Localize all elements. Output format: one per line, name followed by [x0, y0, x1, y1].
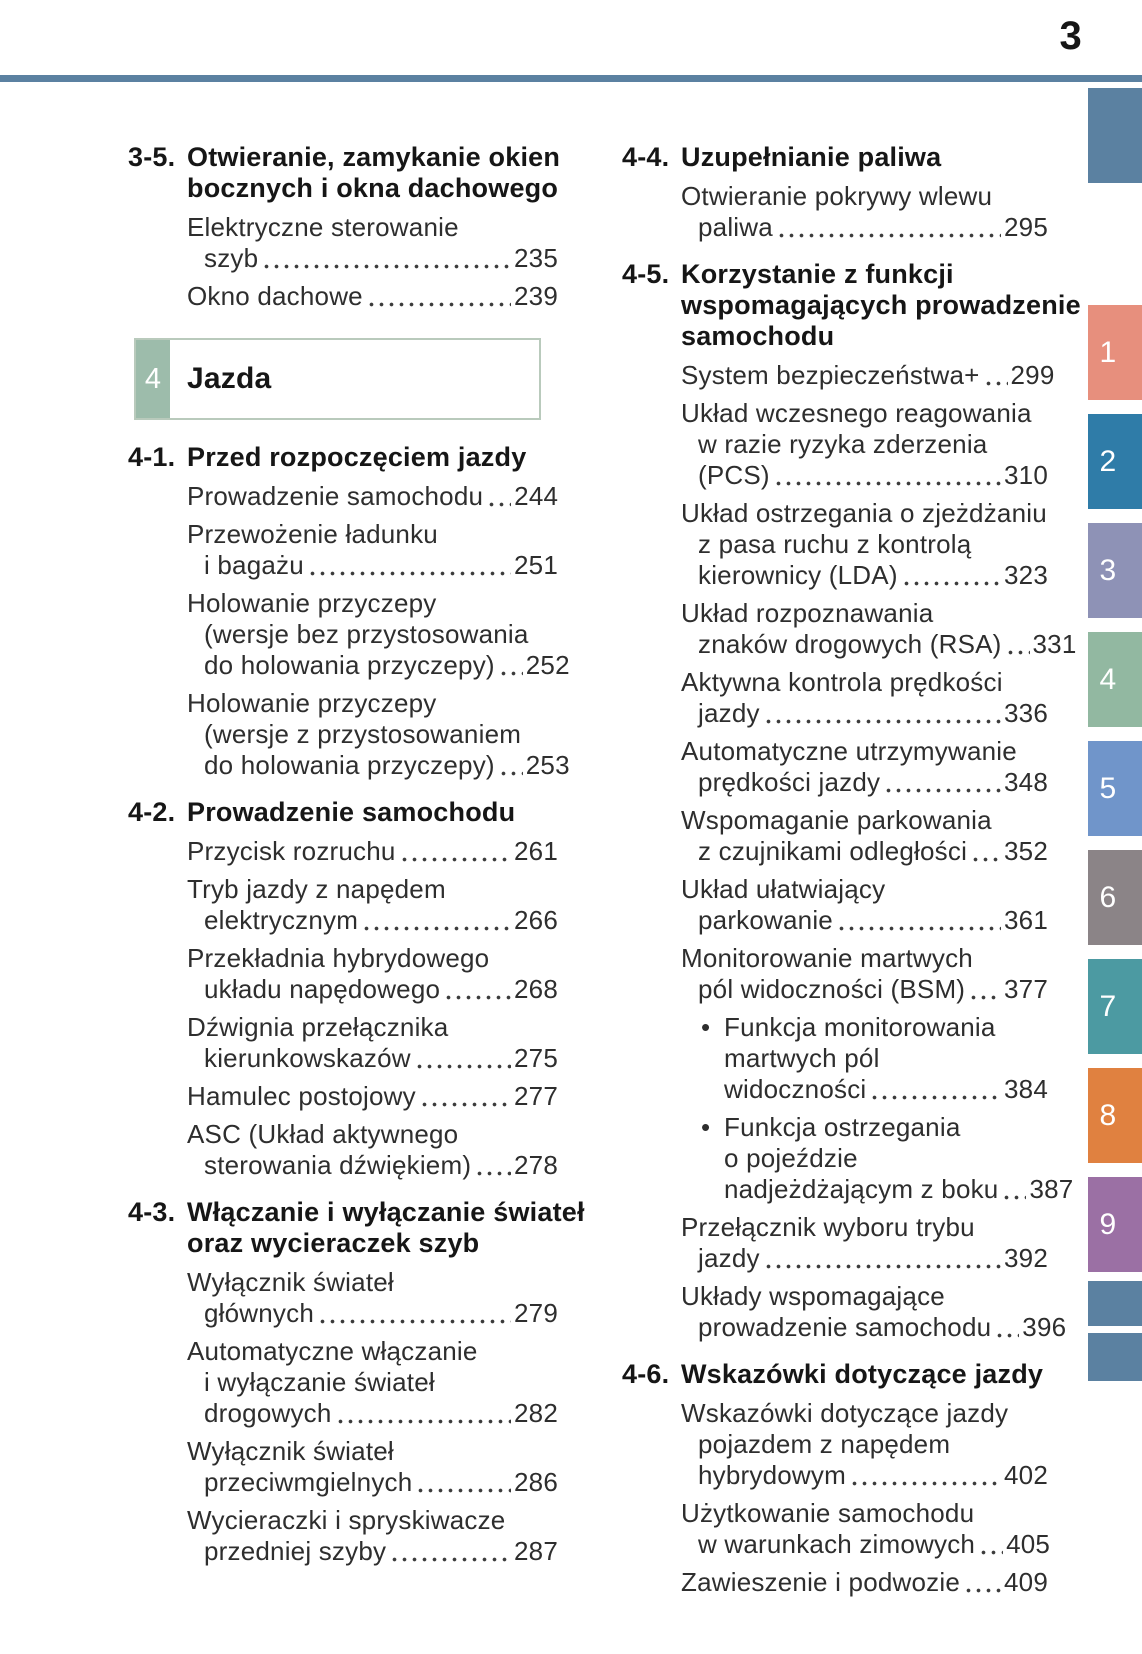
toc-entry-pageline [681, 560, 1048, 591]
toc-entry[interactable] [187, 281, 558, 312]
toc-entry-line: Otwieranie pokrywy wlewu [681, 181, 993, 211]
page-number: 3 [1059, 14, 1082, 58]
toc-entry-line: z pasa ruchu z kontrolą [698, 529, 972, 559]
toc-column-right [622, 142, 1081, 1605]
section-number: 4-1. [128, 442, 176, 472]
toc-entry[interactable] [681, 1012, 1048, 1105]
leader-dots [320, 1319, 511, 1324]
toc-entry[interactable] [187, 519, 558, 581]
section-title-line: Korzystanie z funkcji [681, 259, 954, 289]
toc-entry-page: 361 [1004, 905, 1048, 935]
toc-entry-text: i bagażu [204, 550, 304, 580]
toc-entry-pageline [187, 1467, 558, 1498]
toc-entry-page: 323 [1004, 560, 1048, 590]
leader-dots [779, 233, 1001, 238]
toc-entry-line: Układ ułatwiający [681, 874, 886, 904]
toc-entry[interactable] [681, 1498, 1051, 1560]
toc-entry-pageline [681, 1074, 1048, 1105]
toc-entry-text: hybrydowym [698, 1460, 846, 1490]
toc-entry-line: Wyłącznik świateł [187, 1267, 394, 1297]
leader-dots [997, 1333, 1019, 1338]
section-heading [128, 142, 561, 204]
toc-entry-line: Przełącznik wyboru trybu [681, 1212, 975, 1242]
toc-column-left [128, 142, 585, 1574]
bullet-icon: • [701, 1012, 711, 1042]
toc-entry-line: Układ rozpoznawania [681, 598, 934, 628]
toc-entry-line: Przewożenie ładunku [187, 519, 438, 549]
toc-entry-page: 282 [514, 1398, 558, 1428]
chapter-banner-title: Jazda [187, 362, 272, 395]
toc-entry-text: pól widoczności (BSM) [698, 974, 966, 1004]
section-number: 4-5. [622, 259, 670, 289]
toc-entry[interactable] [187, 1267, 558, 1329]
section-number: 4-6. [622, 1359, 670, 1389]
leader-dots [872, 1095, 1001, 1100]
toc-entry-page: 295 [1004, 212, 1048, 242]
bullet-icon: • [701, 1112, 711, 1142]
toc-entry-text: Przycisk rozruchu [187, 836, 396, 866]
section-number: 3-5. [128, 142, 176, 172]
toc-entry-page: 396 [1022, 1312, 1067, 1342]
leader-dots [402, 857, 511, 862]
toc-entry-line: Wspomaganie parkowania [681, 805, 992, 835]
toc-entry-pageline [187, 1398, 558, 1429]
toc-entry-page: 239 [514, 281, 558, 311]
leader-dots [1004, 1195, 1026, 1200]
leader-dots [776, 481, 1001, 486]
section-title [187, 442, 526, 473]
toc-entry-page: 336 [1004, 698, 1048, 728]
section-title-line: Prowadzenie samochodu [187, 797, 516, 827]
toc-entry-text: sterowania dźwiękiem) [204, 1150, 472, 1180]
toc-entry-text: w warunkach zimowych [698, 1529, 976, 1559]
toc-entry-line: i wyłączanie świateł [204, 1367, 435, 1397]
toc-entry-pageline [187, 1536, 558, 1567]
toc-entry[interactable] [681, 1212, 1048, 1274]
section-number: 4-4. [622, 142, 670, 172]
leader-dots [418, 1488, 511, 1493]
toc-entry-text: drogowych [204, 1398, 332, 1428]
toc-entry-page: 310 [1004, 460, 1048, 490]
chapter-tab[interactable] [1088, 88, 1142, 183]
section-title-line: wspomagających prowadzenie [681, 290, 1081, 320]
chapter-tab-8[interactable] [1088, 1068, 1142, 1163]
toc-entry-page: 387 [1029, 1174, 1074, 1204]
toc-entry-line: Układ ostrzegania o zjeżdżaniu [681, 498, 1047, 528]
toc-entry-text: znaków drogowych (RSA) [698, 629, 1002, 659]
toc-entry[interactable] [187, 874, 558, 936]
toc-entry-pageline [187, 650, 570, 681]
toc-entry-line: Wskazówki dotyczące jazdy [681, 1398, 1009, 1428]
chapter-tab[interactable] [1088, 1281, 1142, 1326]
toc-entry-line: Automatyczne włączanie [187, 1336, 478, 1366]
section-title-line: Przed rozpoczęciem jazdy [187, 442, 527, 472]
toc-entry-pageline [187, 750, 570, 781]
chapter-banner-number: 4 [136, 340, 170, 418]
toc-entry-line: Tryb jazdy z napędem [187, 874, 446, 904]
section-heading [128, 1197, 585, 1259]
leader-dots [766, 719, 1001, 724]
toc-entry-line: (wersje z przystosowaniem [204, 719, 522, 749]
toc-entry-pageline [681, 1567, 1048, 1598]
toc-entry[interactable] [681, 874, 1048, 936]
leader-dots [417, 1064, 511, 1069]
toc-entry-text: przedniej szyby [204, 1536, 387, 1566]
toc-entry-pageline [187, 1043, 558, 1074]
toc-entry-page: 244 [514, 481, 559, 511]
leader-dots [338, 1419, 511, 1424]
toc-entry-pageline [187, 481, 558, 512]
chapter-tab-3[interactable] [1088, 523, 1142, 618]
toc-entry-page: 348 [1004, 767, 1048, 797]
chapter-tab[interactable] [1088, 1333, 1142, 1381]
toc-entry-line: Układy wspomagające [681, 1281, 945, 1311]
toc-entry-text: kierownicy (LDA) [698, 560, 898, 590]
toc-entry[interactable] [187, 1012, 558, 1074]
toc-entry-pageline [187, 905, 558, 936]
toc-entry-pageline [681, 836, 1048, 867]
toc-entry-line: Holowanie przyczepy [187, 688, 437, 718]
toc-entry[interactable] [187, 1436, 558, 1498]
toc-entry-text: jazdy [698, 698, 760, 728]
toc-entry[interactable] [681, 498, 1048, 591]
toc-entry-text: prędkości jazdy [698, 767, 881, 797]
leader-dots [886, 788, 1001, 793]
chapter-tab-label: 7 [1099, 989, 1117, 1023]
chapter-tab-label: 9 [1099, 1207, 1117, 1241]
toc-entry[interactable] [681, 1567, 1048, 1598]
toc-entry[interactable] [681, 805, 1048, 867]
toc-entry-page: 287 [514, 1536, 558, 1566]
toc-entry-page: 405 [1006, 1529, 1051, 1559]
section-title-line: bocznych i okna dachowego [187, 173, 559, 203]
toc-entry[interactable] [187, 212, 558, 274]
toc-entry-pageline [187, 836, 558, 867]
section-title-line: Wskazówki dotyczące jazdy [681, 1359, 1044, 1389]
toc-entry-page: 409 [1004, 1567, 1048, 1597]
toc-entry-text: z czujnikami odległości [698, 836, 968, 866]
leader-dots [392, 1557, 511, 1562]
toc-entry[interactable] [681, 181, 1048, 243]
toc-entry-pageline [187, 1298, 558, 1329]
leader-dots [422, 1102, 511, 1107]
leader-dots [973, 857, 1001, 862]
toc-entry[interactable] [187, 1081, 558, 1112]
toc-entry-text: do holowania przyczepy) [204, 750, 495, 780]
toc-entry-pageline [681, 629, 1077, 660]
section-title-line: oraz wycieraczek szyb [187, 1228, 480, 1258]
leader-dots [986, 381, 1008, 386]
toc-entry[interactable] [187, 688, 570, 781]
section-heading [128, 442, 558, 473]
toc-entry-text: System bezpieczeństwa+ [681, 360, 980, 390]
leader-dots [364, 926, 511, 931]
section-heading [622, 142, 1048, 173]
leader-dots [852, 1481, 1001, 1486]
section-number: 4-3. [128, 1197, 176, 1227]
chapter-tab-1[interactable] [1088, 305, 1142, 400]
section-heading [622, 259, 1081, 352]
toc-entry-text: głównych [204, 1298, 314, 1328]
toc-entry-text: Okno dachowe [187, 281, 363, 311]
toc-entry[interactable] [681, 360, 1055, 391]
toc-entry-line: Przekładnia hybrydowego [187, 943, 490, 973]
toc-entry-pageline [681, 1174, 1074, 1205]
toc-entry-text: prowadzenie samochodu [698, 1312, 992, 1342]
toc-entry-page: 331 [1032, 629, 1077, 659]
toc-entry[interactable] [681, 598, 1077, 660]
header-rule [0, 75, 1142, 82]
toc-entry-text: układu napędowego [204, 974, 441, 1004]
toc-entry-page: 278 [514, 1150, 558, 1180]
section-title-line: samochodu [681, 321, 835, 351]
toc-entry-line: Aktywna kontrola prędkości [681, 667, 1003, 697]
section-title [187, 797, 515, 828]
leader-dots [971, 995, 1001, 1000]
section-heading [128, 797, 558, 828]
toc-entry-line: Monitorowanie martwych [681, 943, 973, 973]
chapter-tab-5[interactable] [1088, 741, 1142, 836]
toc-entry-page: 377 [1004, 974, 1048, 1004]
toc-entry[interactable] [187, 481, 558, 512]
toc-entry-text: paliwa [698, 212, 773, 242]
toc-entry-text: szyb [204, 243, 259, 273]
toc-entry-line: ASC (Układ aktywnego [187, 1119, 459, 1149]
toc-entry[interactable] [681, 1398, 1048, 1491]
toc-entry-pageline [681, 1529, 1051, 1560]
toc-entry[interactable] [681, 398, 1048, 491]
chapter-tab-label: 6 [1099, 880, 1117, 914]
chapter-tab-label: 2 [1099, 444, 1117, 478]
leader-dots [310, 571, 511, 576]
toc-entry-pageline [187, 243, 558, 274]
toc-entry-text: jazdy [698, 1243, 760, 1273]
toc-entry-line: w razie ryzyka zderzenia [698, 429, 988, 459]
toc-entry-text: Hamulec postojowy [187, 1081, 416, 1111]
toc-entry-pageline [187, 974, 558, 1005]
section-title [681, 1359, 1043, 1390]
toc-entry-line: Funkcja monitorowania [724, 1012, 996, 1042]
toc-entry-page: 286 [514, 1467, 558, 1497]
toc-entry-page: 384 [1004, 1074, 1048, 1104]
toc-entry-line: Funkcja ostrzegania [724, 1112, 961, 1142]
toc-entry-pageline [681, 460, 1048, 491]
toc-entry-line: pojazdem z napędem [698, 1429, 951, 1459]
section-title-line: Otwieranie, zamykanie okien [187, 142, 561, 172]
section-title [681, 259, 1081, 352]
toc-entry-pageline [187, 1150, 558, 1181]
toc-entry-page: 392 [1004, 1243, 1048, 1273]
chapter-banner [134, 338, 541, 420]
toc-entry-page: 352 [1004, 836, 1048, 866]
leader-dots [904, 581, 1001, 586]
toc-entry-line: Wyłącznik świateł [187, 1436, 394, 1466]
toc-entry[interactable] [187, 836, 558, 867]
toc-entry-pageline [681, 767, 1048, 798]
chapter-tab-label: 4 [1099, 662, 1117, 696]
toc-entry-text: do holowania przyczepy) [204, 650, 495, 680]
toc-entry-pageline [681, 974, 1048, 1005]
toc-entry-line: martwych pól [724, 1043, 880, 1073]
toc-entry-page: 299 [1010, 360, 1055, 390]
toc-entry-page: 252 [525, 650, 570, 680]
toc-entry[interactable] [681, 943, 1048, 1005]
toc-entry-pageline [187, 550, 558, 581]
toc-entry-line: Użytkowanie samochodu [681, 1498, 975, 1528]
chapter-tab-label: 5 [1099, 771, 1117, 805]
toc-entry-page: 277 [514, 1081, 558, 1111]
leader-dots [966, 1588, 1001, 1593]
toc-entry-text: elektrycznym [204, 905, 359, 935]
toc-entry-text: kierunkowskazów [204, 1043, 411, 1073]
toc-entry[interactable] [681, 667, 1048, 729]
toc-entry-line: (wersje bez przystosowania [204, 619, 529, 649]
chapter-tab-label: 1 [1099, 335, 1117, 369]
toc-entry-page: 402 [1004, 1460, 1048, 1490]
section-title [681, 142, 941, 173]
section-title-line: Uzupełnianie paliwa [681, 142, 942, 172]
toc-entry-page: 235 [514, 243, 558, 273]
toc-entry-line: o pojeździe [724, 1143, 858, 1173]
toc-entry-text: parkowanie [698, 905, 833, 935]
toc-entry-pageline [681, 212, 1048, 243]
toc-entry[interactable] [187, 943, 558, 1005]
leader-dots [1008, 650, 1030, 655]
toc-entry-pageline [187, 1081, 558, 1112]
section-title [187, 142, 560, 204]
chapter-tab-label: 8 [1099, 1098, 1117, 1132]
toc-entry-text: nadjeżdżającym z boku [724, 1174, 999, 1204]
toc-entry-page: 261 [514, 836, 558, 866]
section-title-line: Włączanie i wyłączanie świateł [187, 1197, 585, 1227]
leader-dots [981, 1550, 1003, 1555]
toc-entry-text: przeciwmgielnych [204, 1467, 413, 1497]
toc-entry-line: Wycieraczki i spryskiwacze [187, 1505, 506, 1535]
leader-dots [766, 1264, 1001, 1269]
chapter-tab-9[interactable] [1088, 1177, 1142, 1272]
toc-entry-page: 251 [514, 550, 558, 580]
chapter-tab-6[interactable] [1088, 850, 1142, 945]
toc-entry[interactable] [187, 588, 570, 681]
toc-entry-pageline [681, 360, 1055, 391]
toc-entry-line: Holowanie przyczepy [187, 588, 437, 618]
toc-entry-pageline [681, 698, 1048, 729]
chapter-tab-label: 3 [1099, 553, 1117, 587]
leader-dots [489, 502, 511, 507]
toc-entry-pageline [187, 281, 558, 312]
leader-dots [264, 264, 511, 269]
toc-entry-line: Układ wczesnego reagowania [681, 398, 1032, 428]
toc-entry-text: widoczności [724, 1074, 867, 1104]
leader-dots [369, 302, 511, 307]
section-heading [622, 1359, 1048, 1390]
toc-entry[interactable] [187, 1119, 558, 1181]
section-title [187, 1197, 585, 1259]
toc-entry[interactable] [681, 1112, 1074, 1205]
toc-entry[interactable] [187, 1336, 558, 1429]
leader-dots [501, 771, 523, 776]
chapter-tab-7[interactable] [1088, 959, 1142, 1054]
toc-entry[interactable] [681, 736, 1048, 798]
leader-dots [839, 926, 1001, 931]
toc-entry-page: 268 [514, 974, 558, 1004]
toc-entry-line: Automatyczne utrzymywanie [681, 736, 1017, 766]
chapter-tab-4[interactable] [1088, 632, 1142, 727]
toc-entry-page: 279 [514, 1298, 558, 1328]
toc-entry-line: Dźwignia przełącznika [187, 1012, 449, 1042]
toc-entry-text: Prowadzenie samochodu [187, 481, 484, 511]
leader-dots [501, 671, 523, 676]
toc-entry-pageline [681, 905, 1048, 936]
chapter-tab-2[interactable] [1088, 414, 1142, 509]
toc-entry[interactable] [187, 1505, 558, 1567]
toc-entry-pageline [681, 1243, 1048, 1274]
toc-entry-text: Zawieszenie i podwozie [681, 1567, 960, 1597]
toc-entry-text: (PCS) [698, 460, 770, 490]
toc-entry-page: 266 [514, 905, 558, 935]
toc-entry-page: 253 [525, 750, 570, 780]
leader-dots [477, 1171, 511, 1176]
toc-entry-page: 275 [514, 1043, 558, 1073]
toc-entry-pageline [681, 1460, 1048, 1491]
section-number: 4-2. [128, 797, 176, 827]
leader-dots [446, 995, 511, 1000]
toc-entry-pageline [681, 1312, 1067, 1343]
toc-entry-line: Elektryczne sterowanie [187, 212, 459, 242]
toc-entry[interactable] [681, 1281, 1067, 1343]
